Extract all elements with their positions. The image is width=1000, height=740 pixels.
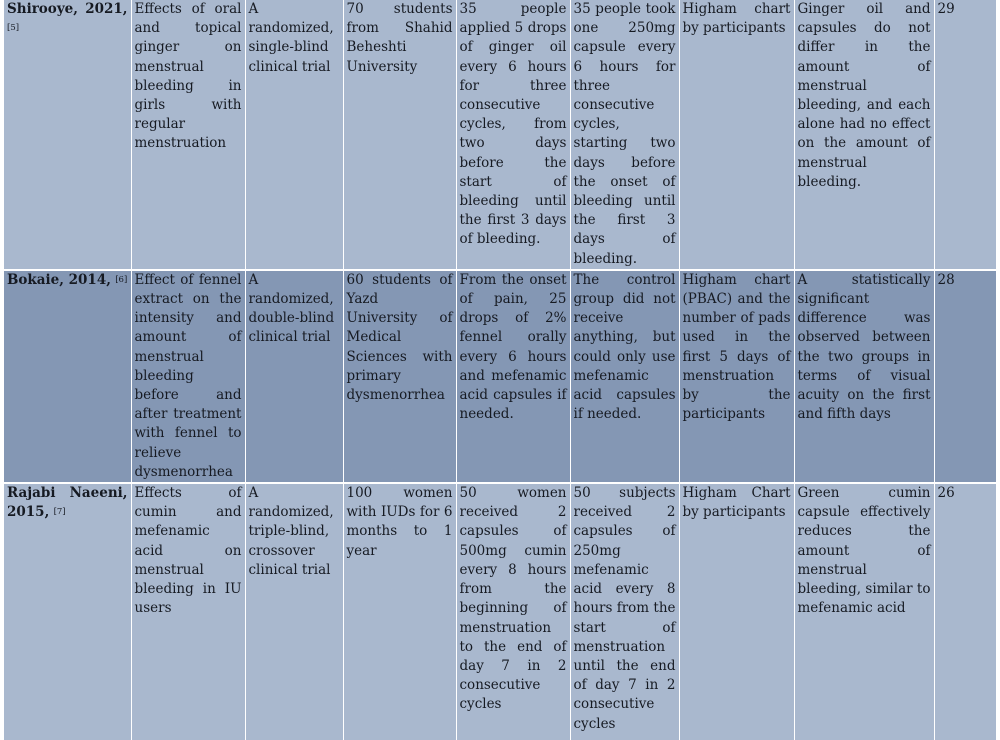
design-cell: A randomized, single-blind clinical trial [245,0,343,270]
title-cell: Effects of oral and topical ginger on menstrual bleeding in girls with regular menstruation [131,0,245,270]
tool-cell: Higham chart (PBAC) and the number of pads used in the first 5 days of menstruation by the participants [679,270,794,483]
author-cell: Bokaie, 2014, [6] [4,270,131,483]
table-row [4,0,996,270]
result-cell: A statistically significant difference was observed between the two groups in terms of visual acuity on the first and fifth days [794,270,934,483]
citation-ref: [7] [53,507,66,518]
population-cell: 70 students from Shahid Beheshti University [343,0,456,270]
title-cell: Effects of cumin and mefenamic acid on menstrual bleeding in IU users [131,483,245,740]
author-cell: Rajabi Naeeni, 2015, [7] [4,483,131,740]
author-cell: Shirooye, 2021, [5] [7,1,128,34]
population-cell: 100 women with IUDs for 6 months to 1 year [343,483,456,740]
score-cell: 26 [934,483,996,740]
score-cell: 28 [934,270,996,483]
population-cell: 60 students of Yazd University of Medical Sciences with primary dysmenorrhea [343,270,456,483]
table-row [4,483,996,740]
control-cell: 35 people took one 250mg capsule every 6 hours for three consecutive cycles, starting two days before the onset of bleeding until the first 3 days of bleeding. [570,0,679,270]
citation-ref: [5] [7,23,20,34]
intervention-cell: 35 people applied 5 drops of ginger oil every 6 hours for three consecutive cycles, from two days before the start of bleeding until the first 3 days of bleeding. [456,0,570,270]
title-cell: Effect of fennel extract on the intensity and amount of menstrual bleeding before and after treatment with fennel to relieve dysmenorrhea [131,270,245,483]
control-cell: 50 subjects received 2 capsules of 250mg mefenamic acid every 8 hours from the start of menstruation until the end of day 7 in 2 consecutive cycles [570,483,679,740]
intervention-cell: 50 women received 2 capsules of 500mg cumin every 8 hours from the beginning of menstruation to the end of day 7 in 2 consecutive cycles [456,483,570,740]
score-cell: 29 [934,0,996,270]
citation-ref: [6] [115,274,128,285]
result-cell: Green cumin capsule effectively reduces the amount of menstrual bleeding, similar to mefenamic acid [794,483,934,740]
design-cell: A randomized, double-blind clinical trial [245,270,343,483]
control-cell: The control group did not receive anything, but could only use mefenamic acid capsules if needed. [570,270,679,483]
table-row [4,270,996,483]
design-cell: A randomized, triple-blind, crossover clinical trial [245,483,343,740]
tool-cell: Higham Chart by participants [679,483,794,740]
intervention-cell: From the onset of pain, 25 drops of 2% fennel orally every 6 hours and mefenamic acid capsules if needed. [456,270,570,483]
tool-cell: Higham chart by participants [679,0,794,270]
studies-table [4,0,996,740]
result-cell: Ginger oil and capsules do not differ in the amount of menstrual bleeding, and each alone had no effect on the amount of menstrual bleeding. [794,0,934,270]
